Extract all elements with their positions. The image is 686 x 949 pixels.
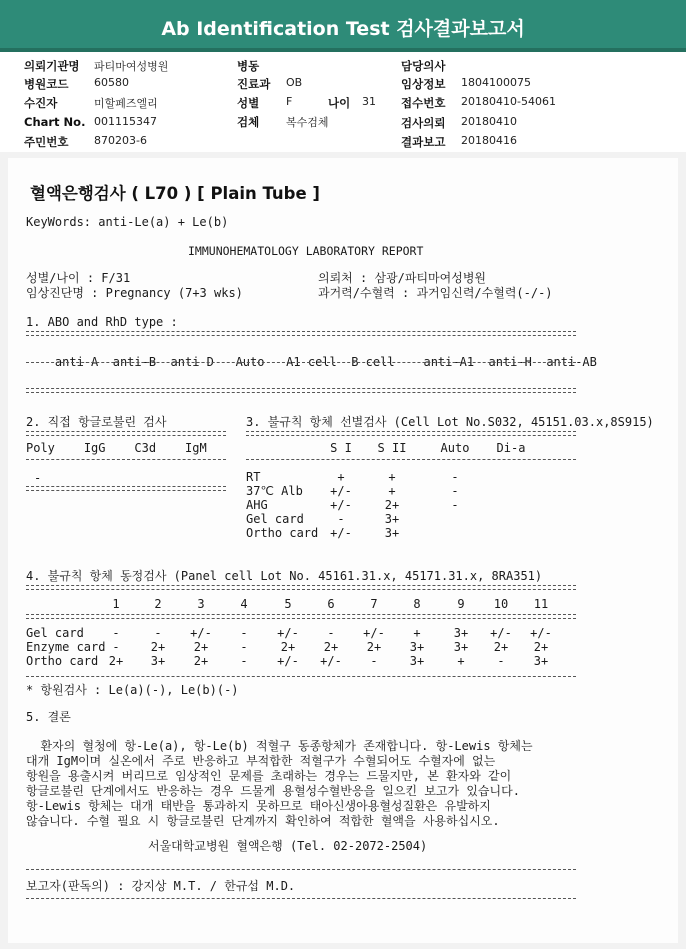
panel-cell: 2+ [280,640,296,654]
screen-cell: +/- [330,498,352,512]
panel-cell-number: 8 [413,597,421,611]
panel-cell: - [112,640,120,654]
divider [26,486,226,491]
divider [26,898,576,899]
ward-label: 병동 [237,59,260,73]
divider [26,331,576,336]
screen-cell: - [451,498,459,512]
abo-col: anti-D [170,355,214,369]
screen-col: S I [330,441,352,455]
patient-info-panel [0,52,686,152]
lab-report-title: IMMUNOHEMATOLOGY LABORATORY REPORT [188,244,424,258]
panel-cell: +/- [363,626,385,640]
panel-cell: 3+ [150,654,166,668]
diagnosis: 임상진단명 : Pregnancy (7+3 wks) [26,286,243,300]
panel-cell: 3+ [533,654,549,668]
request-date-label: 검사의뢰 [401,116,446,130]
chart-no-label: Chart No. [24,115,86,129]
panel-cell: +/- [277,626,299,640]
department-label: 진료과 [237,77,271,91]
panel-cell: 2+ [108,654,124,668]
screen-row-label: 37℃ Alb [246,484,303,498]
dat-col: IgM [185,441,207,455]
panel-cell: +/- [490,626,512,640]
physician-label: 담당의사 [401,59,446,73]
divider [26,388,576,393]
divider [26,459,226,460]
dat-header [26,442,207,454]
report-title: Ab Identification Test 검사결과보고서 [161,18,525,40]
screen-cell: - [451,484,459,498]
dat-col: Poly [26,441,55,455]
divider [26,362,576,363]
abo-col: anti-AB [546,355,597,369]
department-value: OB [286,76,303,89]
divider [246,431,576,436]
conclusion-title: 5. 결론 [26,710,71,724]
accession-value: 20180410-54061 [461,95,556,108]
divider [26,869,576,870]
panel-cell: +/- [277,654,299,668]
title-bar [0,0,686,52]
panel-row-label: Gel card [26,626,84,640]
screen-section-title: 3. 불규칙 항체 선별검사 (Cell Lot No.S032, 45151.03.x,8S915) [246,415,654,429]
panel-cell: 2+ [323,640,339,654]
report-date-value: 20180416 [461,134,517,147]
abo-section-title: 1. ABO and RhD type : [26,315,178,329]
resident-no-value: 870203-6 [94,134,147,147]
panel-cell-number: 6 [327,597,335,611]
abo-col: anti-A [54,355,99,369]
conclusion-line: 항-Lewis 항체는 대개 태반을 통과하지 못하므로 태아신생아용혈성질환은 유발하지 [26,799,491,813]
lab-contact: 서울대학교병원 혈액은행 (Tel. 02-2072-2504) [148,839,428,853]
screen-cell: 3+ [384,512,400,526]
panel-cell: 3+ [453,626,469,640]
panel-row-label: Ortho card [26,654,99,668]
screen-cell: - [337,512,345,526]
hospital-code-label: 병원코드 [24,77,69,91]
institution-value: 파티마여성병원 [94,60,169,73]
screen-row-label: RT [246,470,261,484]
panel-cell: + [457,654,465,668]
panel-cell-number: 9 [457,597,465,611]
panel-cell-number: 4 [240,597,248,611]
patient-value: 미할페즈엘리 [94,97,158,110]
dat-col: IgG [83,441,106,455]
panel-cell: 2+ [193,640,209,654]
clinical-info-value: 1804100075 [461,76,531,89]
screen-row-label: AHG [246,498,268,512]
divider [26,431,226,436]
divider [26,676,576,677]
panel-cell: - [154,626,162,640]
screen-cell: + [337,470,345,484]
panel-cell: - [327,626,335,640]
dat-col: C3d [134,441,157,455]
request-date-value: 20180410 [461,115,517,128]
screen-cell: +/- [330,484,352,498]
screen-cell: - [451,470,459,484]
panel-cell-number: 10 [493,597,509,611]
abo-col: B cell [351,355,395,369]
screen-cell: + [388,484,396,498]
panel-section-title: 4. 불규칙 항체 동정검사 (Panel cell Lot No. 45161.31.x, 45171.31.x, 8RA351) [26,569,543,583]
specimen-value: 복수검체 [286,116,329,129]
panel-cell: - [497,654,505,668]
antigen-result: * 항원검사 : Le(a)(-), Le(b)(-) [26,683,239,697]
conclusion-line: 항원을 용출시켜 버리므로 임상적인 문제를 초래하는 경우는 드물지만, 본 환자와 같이 [26,769,512,783]
test-title: 혈액은행검사 ( L70 ) [ Plain Tube ] [30,184,320,203]
panel-cell: +/- [320,654,342,668]
panel-cell: 3+ [409,654,425,668]
panel-cell: - [112,626,120,640]
panel-row-label: Enzyme card [26,640,106,654]
panel-cell-number: 2 [154,597,162,611]
abo-col: anti-H [488,355,532,369]
panel-cell: 2+ [366,640,382,654]
screen-row-label: Gel card [246,512,304,526]
screen-cell: +/- [330,526,352,540]
panel-cell: 2+ [493,640,509,654]
resident-no-label: 주민번호 [24,135,69,149]
screen-row-label: Ortho card [246,526,319,540]
patient-label: 수진자 [24,96,58,110]
screen-cell: + [388,470,396,484]
transfusion-history: 과거력/수혈력 : 과거임신력/수혈력(-/-) [318,286,553,300]
divider [26,585,576,590]
panel-cell-number: 3 [197,597,205,611]
age-label: 나이 [328,96,351,110]
age-value: 31 [362,95,376,108]
panel-cell: 2+ [193,654,209,668]
conclusion-line: 항글로불린 단계에서도 반응하는 경우 드물게 용혈성수혈반응을 일으킨 보고가 있습니다. [26,784,520,798]
panel-cell: - [240,626,248,640]
requester: 의뢰처 : 삼광/파티마여성병원 [318,271,487,285]
screen-col: Auto [440,441,470,455]
panel-cell: 3+ [409,640,425,654]
panel-cell: +/- [190,626,212,640]
abo-col: A1 cell [286,355,337,369]
abo-col: anti-B [112,355,157,369]
dat-result: - [34,471,42,485]
clinical-info-label: 임상정보 [401,77,446,91]
sex-age: 성별/나이 : F/31 [26,271,131,285]
abo-col: anti-A1 [423,355,475,369]
panel-cell-number: 5 [284,597,292,611]
reporter: 보고자(판독의) : 강지상 M.T. / 한규섭 M.D. [26,879,296,893]
divider [26,614,576,619]
panel-cell: + [413,626,421,640]
panel-cell: 3+ [453,640,469,654]
chart-no-value: 001115347 [94,115,157,128]
accession-label: 접수번호 [401,96,446,110]
hospital-code-value: 60580 [94,76,129,89]
sex-value: F [286,95,293,108]
screen-cell: 2+ [384,498,400,512]
sex-label: 성별 [237,96,260,110]
report-date-label: 결과보고 [401,135,446,149]
screen-col: S II [377,441,407,455]
keywords: KeyWords: anti-Le(a) + Le(b) [26,215,229,229]
screen-col: Di-a [496,441,526,455]
screen-cell: 3+ [384,526,400,540]
panel-cell: - [240,640,248,654]
specimen-label: 검체 [237,115,260,129]
panel-cell: +/- [530,626,552,640]
dat-section-title: 2. 직접 항글로불린 검사 [26,415,167,429]
panel-cell-number: 1 [112,597,120,611]
conclusion-line: 대개 IgM이며 실온에서 주로 반응하고 부적합한 적혈구가 수혈되어도 수혈자에 없는 [26,754,496,768]
conclusion-line: 않습니다. 수혈 필요 시 항글로불린 단계까지 확인하여 적합한 혈액을 사용하십시오. [26,814,500,828]
panel-cell-number: 7 [370,597,378,611]
institution-label: 의뢰기관명 [24,59,80,73]
panel-cell: 2+ [533,640,549,654]
conclusion-line: 환자의 혈청에 항-Le(a), 항-Le(b) 적혈구 동종항체가 존재합니다. 항-Lewis 항체는 [26,739,533,753]
panel-cell: - [240,654,248,668]
abo-col: Auto [235,355,265,369]
divider [246,459,576,460]
panel-cell-number: 11 [533,597,549,611]
panel-cell: - [370,654,378,668]
report-document [8,158,678,943]
panel-cell: 2+ [150,640,166,654]
